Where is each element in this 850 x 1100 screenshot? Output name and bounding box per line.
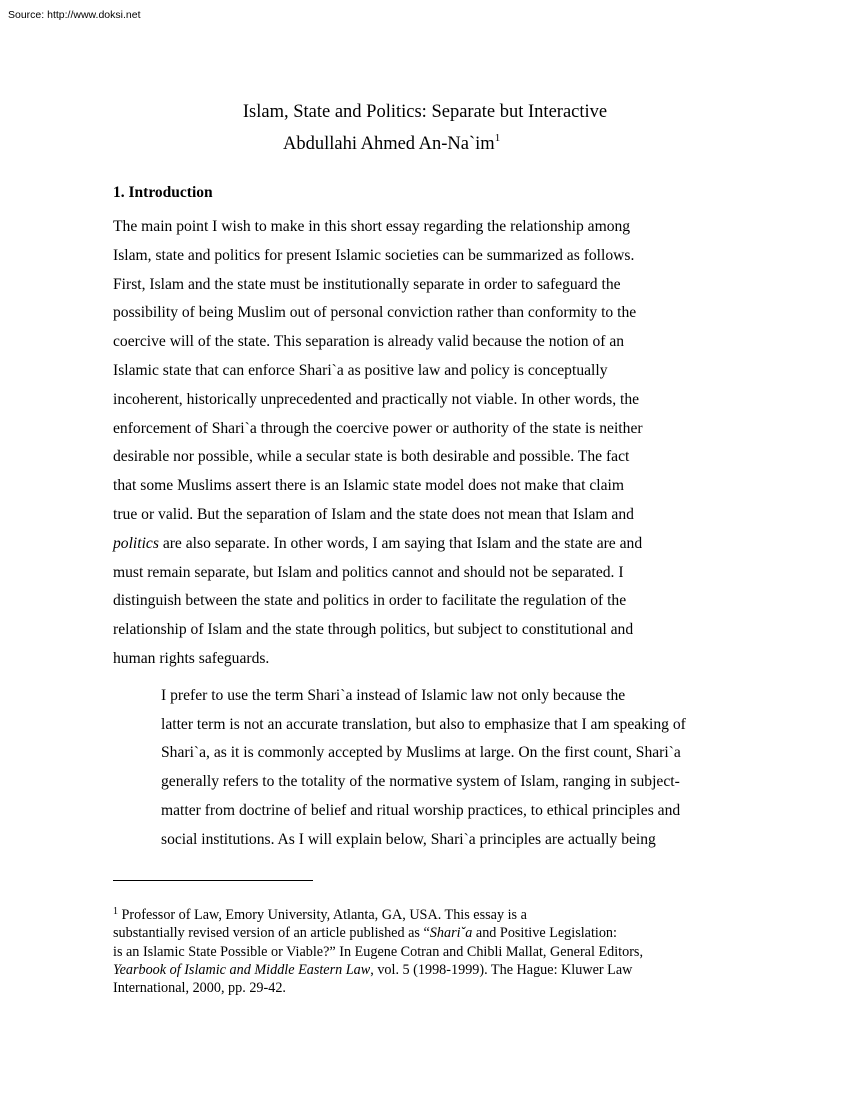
text-line: Islam, state and politics for present Islamic societies can be summarized as follows. (113, 246, 635, 264)
text-line: possibility of being Muslim out of personal conviction rather than conformity to the (113, 304, 637, 322)
text-line: matter from doctrine of belief and ritual worship practices, to ethical principles and (161, 801, 681, 819)
footnote-separator (113, 880, 313, 881)
text-line: First, Islam and the state must be institutionally separate in order to safeguard the (113, 275, 621, 293)
text-line: The main point I wish to make in this short essay regarding the relationship among (113, 218, 631, 235)
text-fragment: substantially revised version of an article published as “ (113, 925, 430, 942)
footnote-line (113, 961, 693, 979)
text-line: must remain separate, but Islam and politics cannot and should not be separated. I (113, 563, 624, 581)
author-line (283, 132, 500, 156)
text-line: Shari`a, as it is commonly accepted by Muslims at large. On the first count, Shari`a (161, 744, 681, 762)
italic-word: politics (113, 534, 159, 552)
footnote-marker: 1 (113, 906, 118, 917)
text-line: that some Muslims assert there is an Islamic state model does not make that claim (113, 477, 625, 495)
author-footnote-marker: 1 (494, 132, 501, 144)
italic-word: Shariˇa (429, 925, 473, 942)
footnote-line: is an Islamic State Possible or Viable?” In Eugene Cotran and Chibli Mallat, General Editors, (113, 943, 644, 960)
text-line: coercive will of the state. This separation is already valid because the notion of an (113, 333, 625, 351)
text-line: distinguish between the state and politics in order to facilitate the regulation of the (113, 592, 627, 610)
text-line: latter term is not an accurate translation, but also to emphasize that I am speaking of (161, 715, 686, 733)
text-line (113, 530, 688, 559)
text-line: social institutions. As I will explain below, Shari`a principles are actually being (161, 830, 656, 848)
text-line: I prefer to use the term Shari`a instead of Islamic law not only because the (161, 686, 626, 704)
author-name: Abdullahi Ahmed An-Na`im (283, 134, 495, 154)
text-fragment: Professor of Law, Emory University, Atlanta, GA, USA. This essay is a (118, 907, 527, 923)
paragraph-2 (113, 682, 688, 855)
text-line: Islamic state that can enforce Shari`a as positive law and policy is conceptually (113, 361, 608, 379)
body-text (113, 213, 688, 855)
text-line: desirable nor possible, while a secular state is both desirable and possible. The fact (113, 448, 630, 466)
section-heading: 1. Introduction (113, 184, 213, 201)
text-line: human rights safeguards. (113, 649, 270, 667)
text-line: generally refers to the totality of the normative system of Islam, ranging in subject- (161, 773, 680, 791)
footnote-line: International, 2000, pp. 29-42. (113, 980, 286, 997)
source-url: Source: http://www.doksi.net (8, 9, 141, 21)
text-line: true or valid. But the separation of Islam and the state does not mean that Islam and (113, 505, 634, 523)
text-fragment: and Positive Legislation: (472, 925, 617, 942)
footnote-line (113, 924, 693, 942)
title-text: Islam, State and Politics: Separate but Interactive (242, 102, 608, 122)
text-fragment: are also separate. In other words, I am saying that Islam and the state are and (158, 534, 643, 552)
text-line: incoherent, historically unprecedented and practically not viable. In other words, the (113, 390, 640, 408)
italic-title: Yearbook of Islamic and Middle Eastern Law (113, 961, 371, 978)
footnote (113, 906, 693, 997)
paragraph-1 (113, 213, 688, 674)
document-title (0, 100, 850, 124)
text-line: relationship of Islam and the state through politics, but subject to constitutional and (113, 621, 634, 639)
text-fragment: , vol. 5 (1998-1999). The Hague: Kluwer Law (370, 961, 633, 978)
footnote-line (113, 906, 693, 924)
text-line: enforcement of Shari`a through the coercive power or authority of the state is neither (113, 419, 643, 437)
